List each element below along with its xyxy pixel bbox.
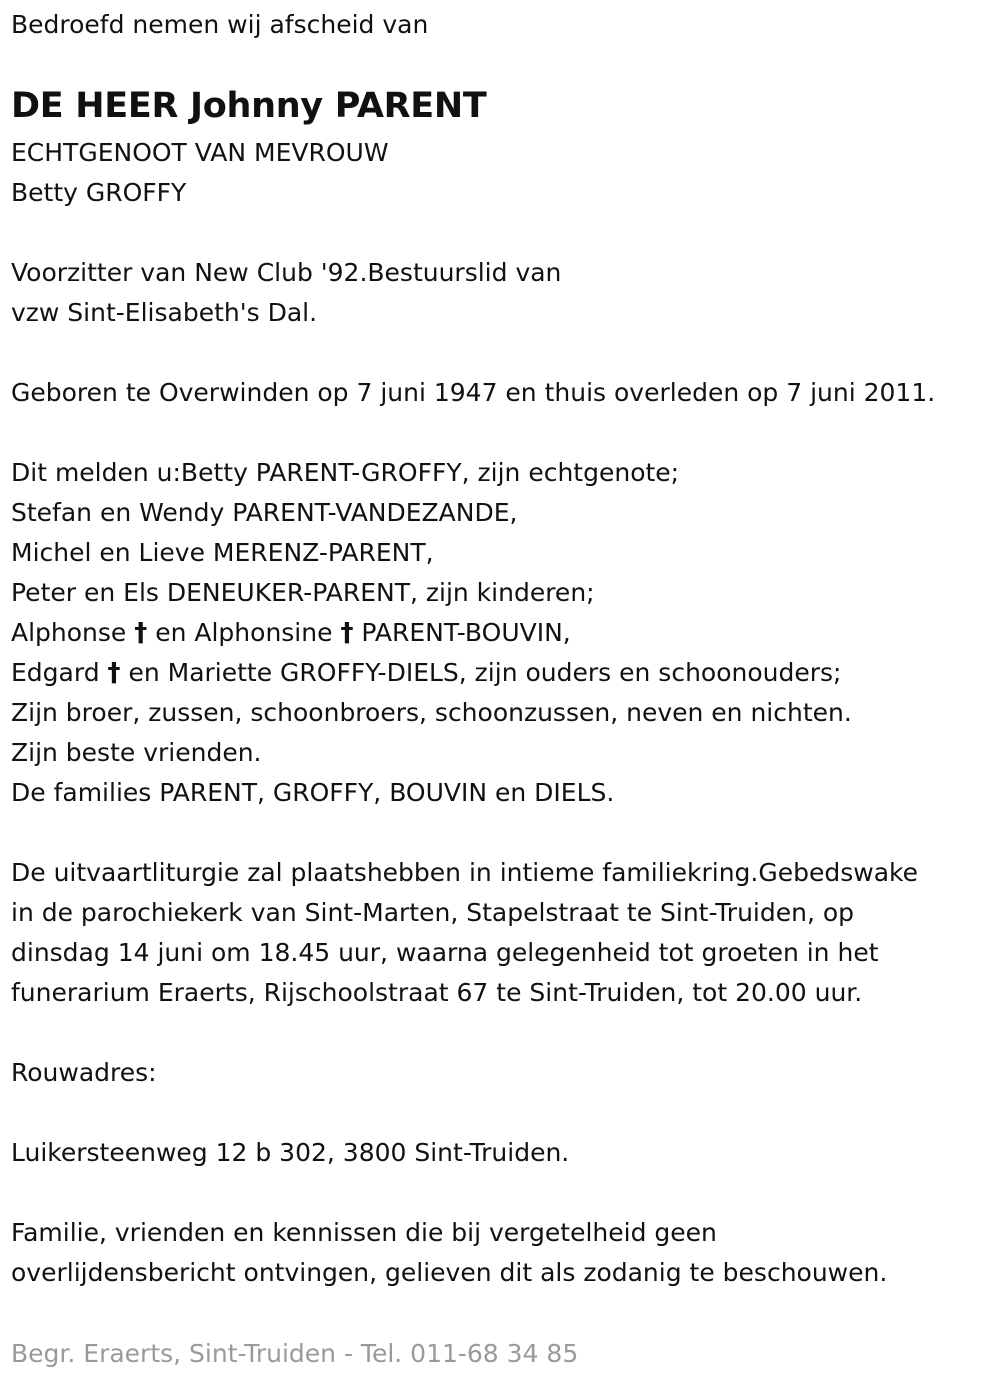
family-line-5-part-b: en Alphonsine <box>147 618 341 647</box>
intro-text: Bedroefd nemen wij afscheid van <box>11 10 429 39</box>
roles-line-2: vzw Sint-Elisabeth's Dal. <box>11 298 318 327</box>
birth-block <box>11 373 935 413</box>
cross-icon: † <box>107 658 121 688</box>
cross-icon: † <box>340 618 354 648</box>
deceased-name: DE HEER Johnny PARENT <box>11 86 487 126</box>
address-label: Rouwadres: <box>11 1058 157 1087</box>
roles-block <box>11 253 561 333</box>
notice-block <box>11 1213 887 1293</box>
notice-line-2: overlijdensbericht ontvingen, gelieven dit als zodanig te beschouwen. <box>11 1258 888 1287</box>
family-line-5 <box>11 613 852 653</box>
spouse-line-1: ECHTGENOOT VAN MEVROUW <box>11 138 389 167</box>
family-line-7: Zijn broer, zussen, schoonbroers, schoonzussen, neven en nichten. <box>11 698 852 727</box>
ceremony-line-3: dinsdag 14 juni om 18.45 uur, waarna gelegenheid tot groeten in het <box>11 938 879 967</box>
ceremony-line-1: De uitvaartliturgie zal plaatshebben in intieme familiekring.Gebedswake <box>11 858 918 887</box>
address-line: Luikersteenweg 12 b 302, 3800 Sint-Truiden. <box>11 1138 570 1167</box>
family-line-5-part-a: Alphonse <box>11 618 135 647</box>
family-line-2: Stefan en Wendy PARENT-VANDEZANDE, <box>11 498 518 527</box>
roles-line-1: Voorzitter van New Club '92.Bestuurslid van <box>11 258 562 287</box>
family-line-6 <box>11 653 852 693</box>
spouse-block <box>11 133 389 213</box>
family-line-6-part-a: Edgard <box>11 658 108 687</box>
family-line-9: De families PARENT, GROFFY, BOUVIN en DIELS. <box>11 778 615 807</box>
address-block <box>11 1133 569 1173</box>
ceremony-line-4: funerarium Eraerts, Rijschoolstraat 67 te Sint-Truiden, tot 20.00 uur. <box>11 978 863 1007</box>
family-line-4: Peter en Els DENEUKER-PARENT, zijn kinderen; <box>11 578 595 607</box>
notice-line-1: Familie, vrienden en kennissen die bij vergetelheid geen <box>11 1218 717 1247</box>
address-label-block <box>11 1053 157 1093</box>
family-block <box>11 453 852 813</box>
ceremony-block <box>11 853 918 1013</box>
family-line-5-part-c: PARENT-BOUVIN, <box>353 618 571 647</box>
family-line-8: Zijn beste vrienden. <box>11 738 262 767</box>
family-line-3: Michel en Lieve MERENZ-PARENT, <box>11 538 434 567</box>
funeral-home-footer: Begr. Eraerts, Sint-Truiden - Tel. 011-68 34 85 <box>11 1339 579 1368</box>
family-line-1: Dit melden u:Betty PARENT-GROFFY, zijn echtgenote; <box>11 458 680 487</box>
spouse-line-2: Betty GROFFY <box>11 178 187 207</box>
ceremony-line-2: in de parochiekerk van Sint-Marten, Stapelstraat te Sint-Truiden, op <box>11 898 855 927</box>
family-line-6-part-b: en Mariette GROFFY-DIELS, zijn ouders en schoonouders; <box>120 658 842 687</box>
birth-line: Geboren te Overwinden op 7 juni 1947 en thuis overleden op 7 juni 2011. <box>11 378 936 407</box>
cross-icon: † <box>134 618 148 648</box>
